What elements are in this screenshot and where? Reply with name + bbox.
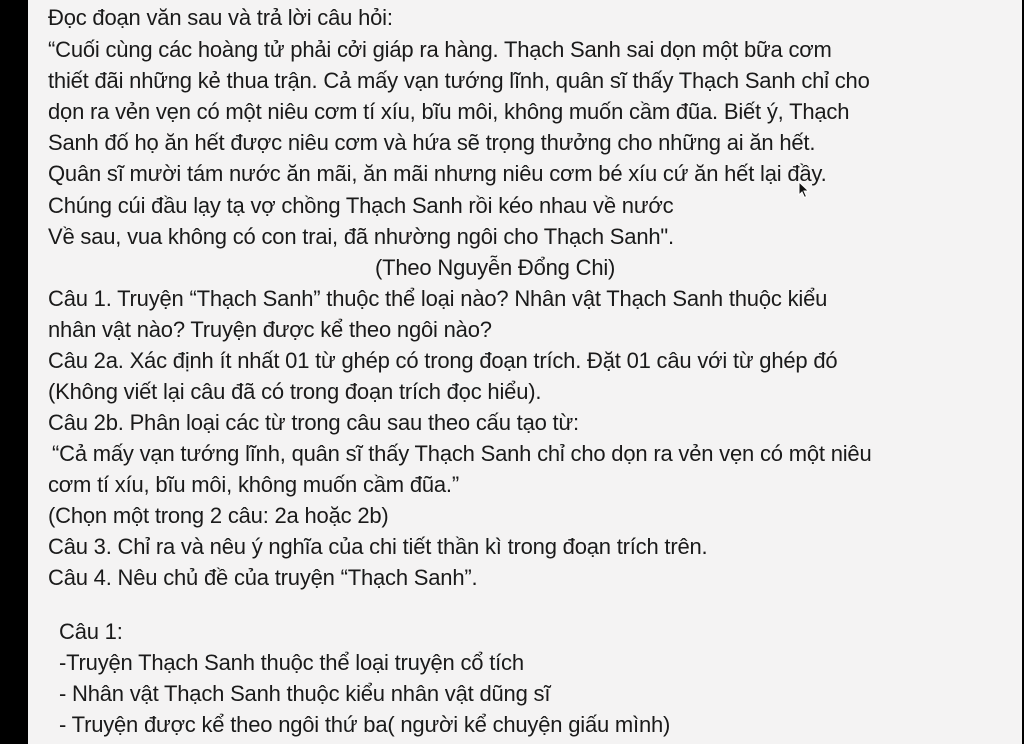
passage-source: (Theo Nguyễn Đổng Chi) — [375, 255, 616, 280]
answer-item-3: - Truyện được kể theo ngôi thứ ba( người kể chuyện giấu mình) — [59, 712, 671, 737]
question-3: Câu 3. Chỉ ra và nêu ý nghĩa của chi tiết thần kì trong đoạn trích trên. — [48, 534, 708, 559]
passage-line-4: Sanh đố họ ăn hết được niêu cơm và hứa sẽ trọng thưởng cho những ai ăn hết. — [48, 130, 816, 155]
reading-instruction: Đọc đoạn văn sau và trả lời câu hỏi: — [48, 5, 393, 30]
choose-note: (Chọn một trong 2 câu: 2a hoặc 2b) — [48, 503, 389, 528]
passage-line-6: Chúng cúi đầu lạy tạ vợ chồng Thạch Sanh rồi kéo nhau về nước — [48, 193, 674, 218]
question-2a-line-2: (Không viết lại câu đã có trong đoạn trích đọc hiểu). — [48, 379, 542, 404]
document-paper — [28, 0, 1022, 744]
passage-line-7: Về sau, vua không có con trai, đã nhường ngôi cho Thạch Sanh". — [48, 224, 674, 249]
question-2a-line-1: Câu 2a. Xác định ít nhất 01 từ ghép có trong đoạn trích. Đặt 01 câu với từ ghép đó — [48, 348, 838, 373]
question-2b-line-3: cơm tí xíu, bĩu môi, không muốn cầm đũa.” — [48, 472, 459, 497]
passage-line-3: dọn ra vẻn vẹn có một niêu cơm tí xíu, bĩu môi, không muốn cầm đũa. Biết ý, Thạch — [48, 99, 850, 124]
question-2b-line-1: Câu 2b. Phân loại các từ trong câu sau theo cấu tạo từ: — [48, 410, 579, 435]
answer-item-1: -Truyện Thạch Sanh thuộc thể loại truyện cổ tích — [59, 650, 524, 675]
question-2b-line-2: “Cả mấy vạn tướng lĩnh, quân sĩ thấy Thạch Sanh chỉ cho dọn ra vẻn vẹn có một niêu — [52, 441, 872, 466]
passage-line-5: Quân sĩ mười tám nước ăn mãi, ăn mãi nhưng niêu cơm bé xíu cứ ăn hết lại đầy. — [48, 161, 827, 186]
answer-item-2: - Nhân vật Thạch Sanh thuộc kiểu nhân vật dũng sĩ — [59, 681, 551, 706]
question-1-line-1: Câu 1. Truyện “Thạch Sanh” thuộc thể loại nào? Nhân vật Thạch Sanh thuộc kiểu — [48, 286, 828, 311]
passage-line-2: thiết đãi những kẻ thua trận. Cả mấy vạn tướng lĩnh, quân sĩ thấy Thạch Sanh chỉ cho — [48, 68, 870, 93]
question-1-line-2: nhân vật nào? Truyện được kể theo ngôi nào? — [48, 317, 492, 342]
mouse-pointer-icon — [798, 181, 810, 204]
question-4: Câu 4. Nêu chủ đề của truyện “Thạch Sanh”. — [48, 565, 478, 590]
passage-line-1: “Cuối cùng các hoàng tử phải cởi giáp ra hàng. Thạch Sanh sai dọn một bữa cơm — [48, 37, 832, 62]
answer-heading: Câu 1: — [59, 619, 123, 644]
